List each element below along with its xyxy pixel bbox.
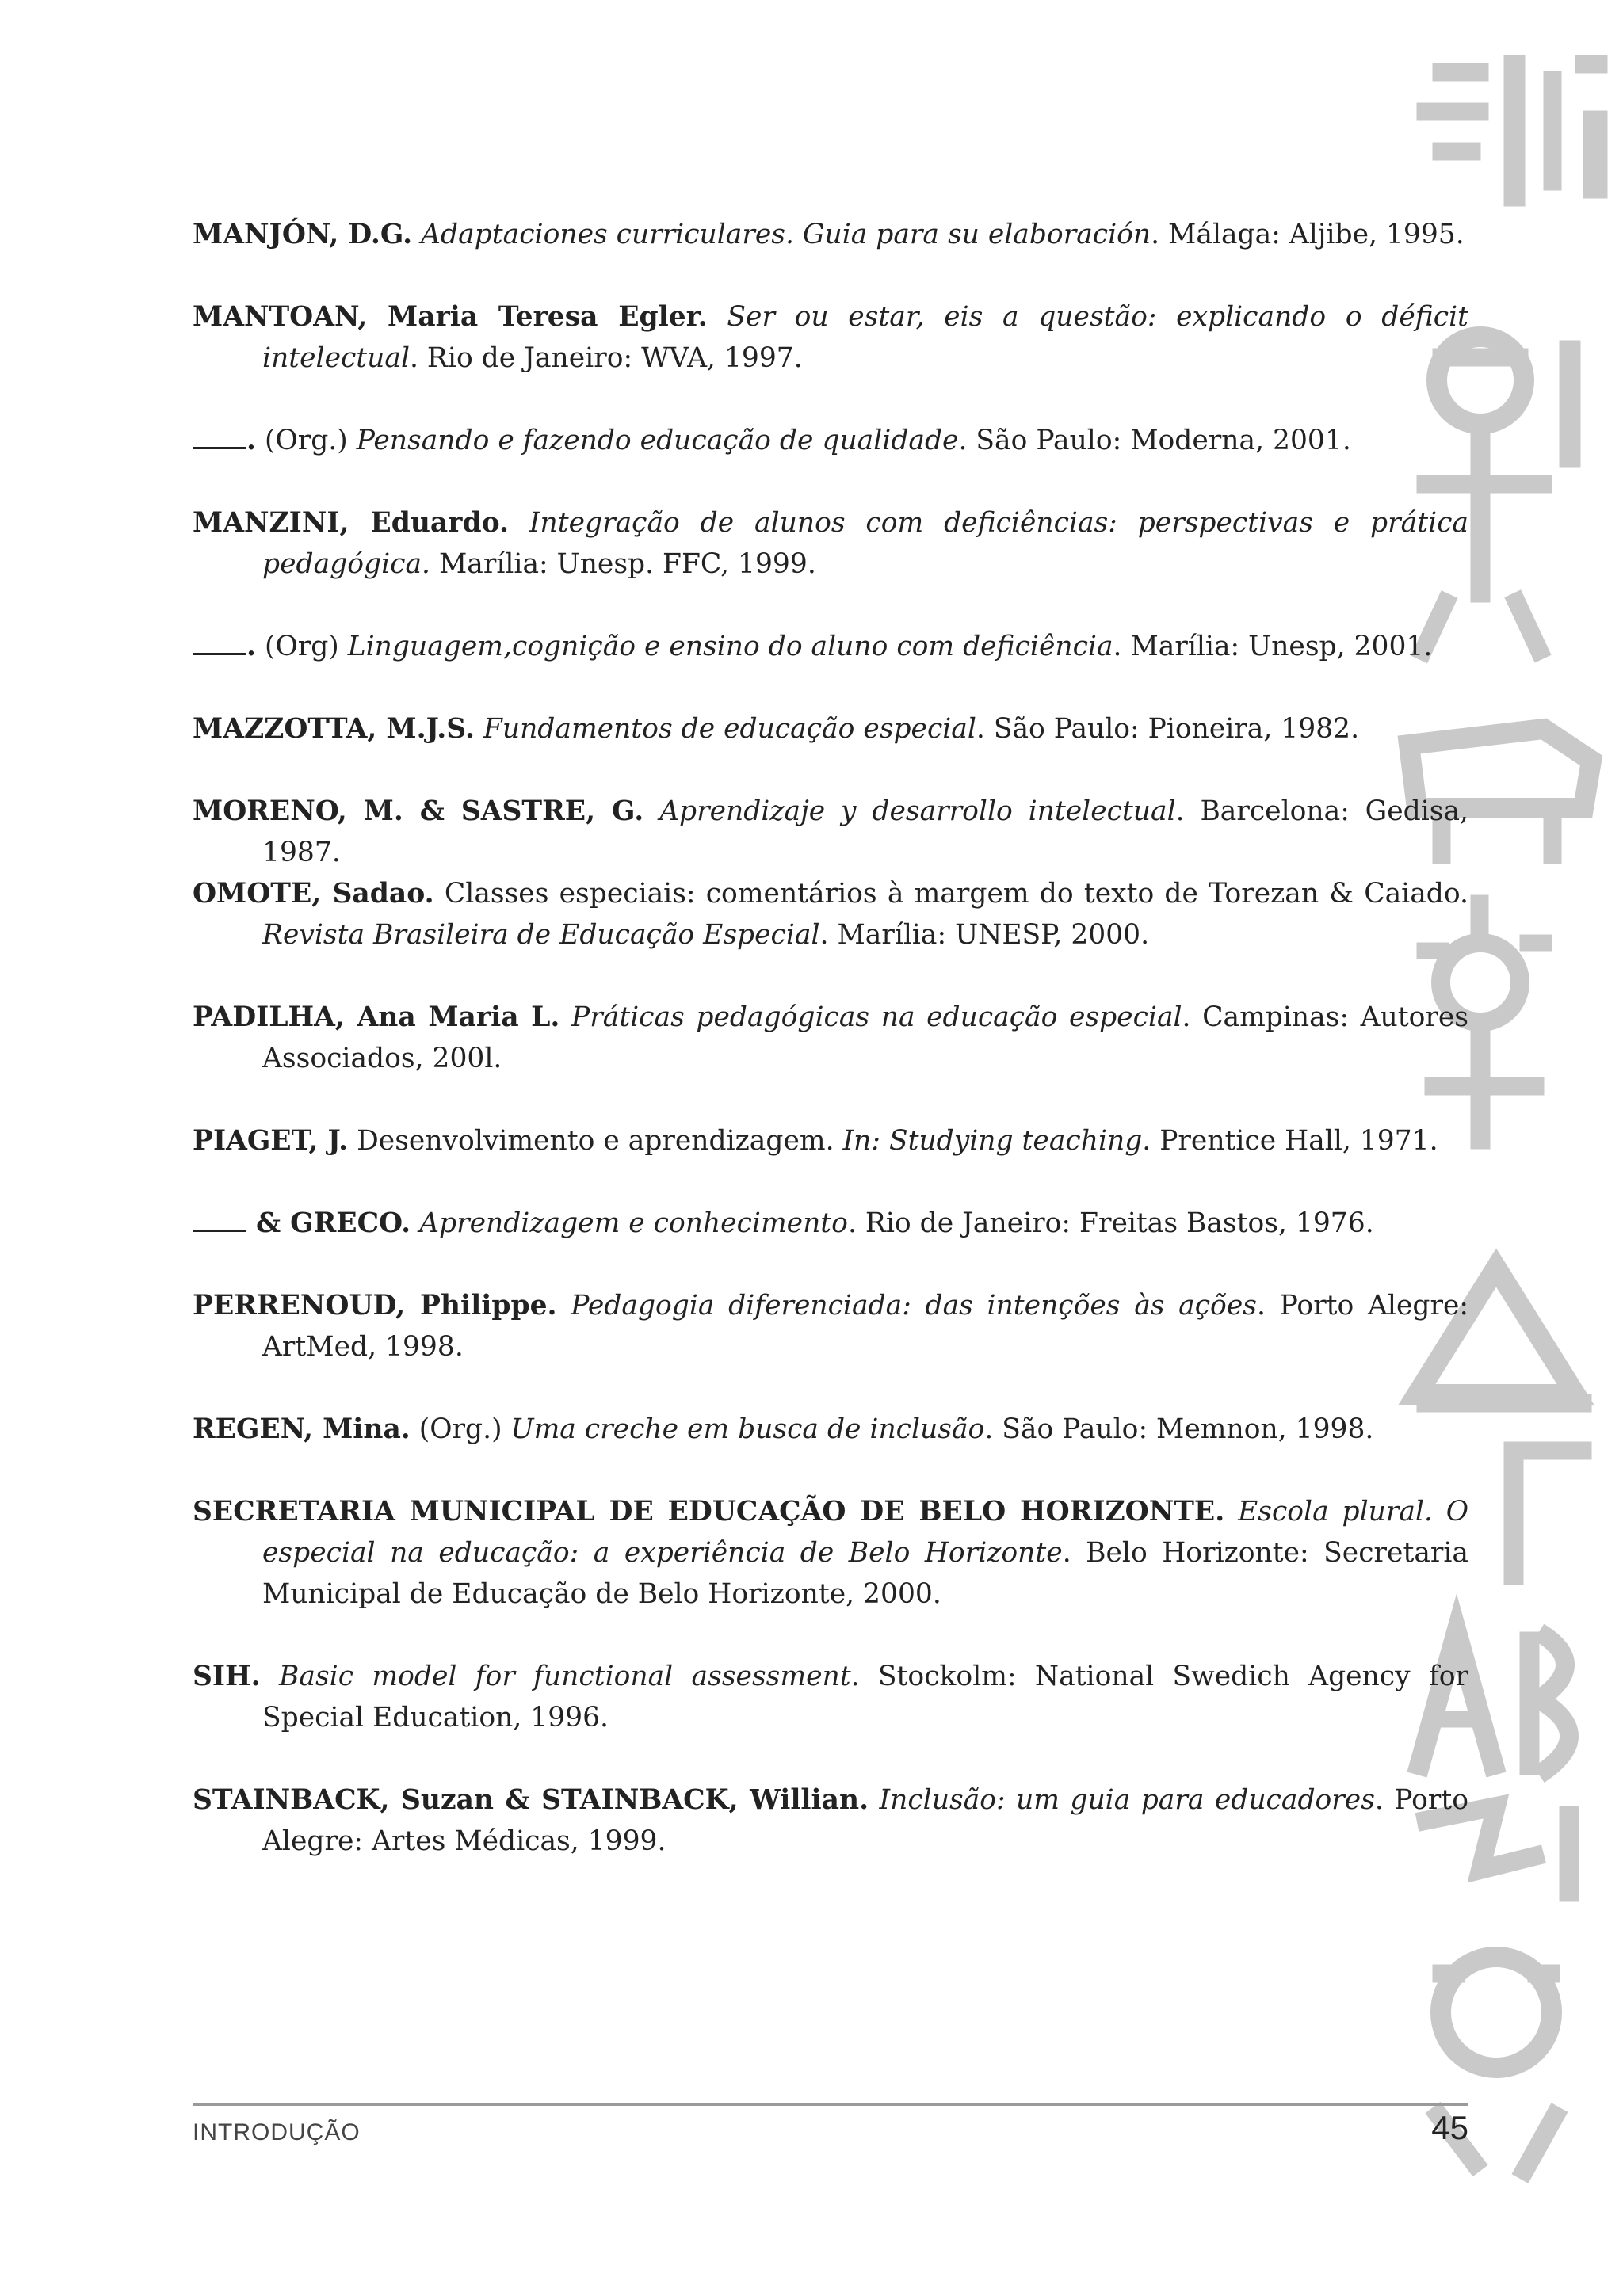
reference-publication: . Porto Alegre: Artes Médicas, 1999.: [262, 1784, 1469, 1857]
reference-title: Pedagogia diferenciada: das intenções às ações: [571, 1290, 1257, 1322]
footer-divider: [193, 2103, 1468, 2106]
reference-publication: . São Paulo: Memnon, 1998.: [984, 1413, 1374, 1445]
reference-author: SECRETARIA MUNICIPAL DE EDUCAÇÃO DE BELO HORIZONTE.: [193, 1496, 1225, 1527]
reference-publication: . Málaga: Aljibe, 1995.: [1151, 219, 1465, 250]
reference-prefix: Classes especiais: comentários à margem do texto de Torezan & Caiado.: [433, 878, 1468, 910]
reference-entry: [193, 1203, 1468, 1244]
reference-publication: Marília: Unesp. FFC, 1999.: [430, 548, 816, 580]
reference-publication: . São Paulo: Pioneira, 1982.: [976, 713, 1360, 745]
reference-publication: . Rio de Janeiro: WVA, 1997.: [410, 342, 803, 374]
reference-entry: [193, 420, 1468, 461]
reference-entry: [193, 626, 1468, 667]
reference-title: Basic model for functional assessment: [279, 1661, 851, 1692]
reference-publication: . Barcelona: Gedisa, 1987.: [262, 795, 1469, 868]
reference-author: STAINBACK, Suzan & STAINBACK, Willian.: [193, 1784, 869, 1816]
repeated-author-blank: [193, 1206, 246, 1232]
reference-title: Linguagem,cognição e ensino do aluno com deficiência: [347, 631, 1113, 662]
reference-entry: [193, 1491, 1468, 1615]
reference-entry: [193, 296, 1468, 379]
repeated-author-blank: [193, 423, 246, 449]
repeated-author-blank: [193, 629, 246, 655]
reference-title: Fundamentos de educação especial: [483, 713, 976, 745]
reference-author: & GRECO.: [246, 1207, 411, 1239]
reference-publication: . Rio de Janeiro: Freitas Bastos, 1976.: [847, 1207, 1374, 1239]
reference-author: MANZINI, Eduardo.: [193, 507, 509, 539]
reference-author: .: [246, 425, 257, 456]
reference-entry: [193, 502, 1468, 585]
reference-author: .: [246, 631, 257, 662]
reference-title: Integração de alunos com deficiências: perspectivas e prática pedagógica.: [262, 507, 1468, 580]
reference-prefix: (Org): [256, 631, 348, 662]
reference-entry: [193, 1779, 1468, 1862]
reference-author: PIAGET, J.: [193, 1125, 349, 1157]
reference-title: Pensando e fazendo educação de qualidade: [356, 425, 959, 456]
reference-entry: [193, 708, 1468, 749]
reference-title: Práticas pedagógicas na educação especial: [571, 1001, 1182, 1033]
reference-prefix: (Org.): [256, 425, 357, 456]
reference-author: REGEN, Mina.: [193, 1413, 411, 1445]
reference-publication: . Stockolm: National Swedich Agency for Special Education, 1996.: [262, 1661, 1468, 1733]
page-number: 45: [1431, 2109, 1468, 2146]
reference-entry: [193, 997, 1468, 1079]
reference-entry: [193, 791, 1468, 873]
reference-title: Ser ou estar, eis a questão: explicando o déficit intelectual: [262, 301, 1468, 374]
reference-publication: . Belo Horizonte: Secretaria Municipal de Educação de Belo Horizonte, 2000.: [262, 1537, 1468, 1610]
reference-author: SIH.: [193, 1661, 261, 1692]
reference-title: Aprendizagem e conhecimento: [419, 1207, 848, 1239]
reference-author: MAZZOTTA, M.J.S.: [193, 713, 475, 745]
reference-title: Escola plural. O especial na educação: a experiência de Belo Horizonte: [262, 1496, 1469, 1569]
reference-title: Inclusão: um guia para educadores: [879, 1784, 1375, 1816]
reference-prefix: (Org.): [410, 1413, 511, 1445]
footer-section-title: INTRODUÇÃO: [193, 2119, 361, 2145]
reference-author: OMOTE, Sadao.: [193, 878, 434, 910]
reference-author: PERRENOUD, Philippe.: [193, 1290, 557, 1322]
reference-entry: [193, 1285, 1468, 1367]
reference-publication: . São Paulo: Moderna, 2001.: [958, 425, 1351, 456]
reference-title: Adaptaciones curriculares. Guia para su elaboración: [421, 219, 1151, 250]
reference-entry: [193, 1120, 1468, 1161]
reference-prefix: Desenvolvimento e aprendizagem.: [348, 1125, 843, 1157]
reference-publication: . Campinas: Autores Associados, 200l.: [262, 1001, 1468, 1074]
reference-title: Revista Brasileira de Educação Especial: [262, 919, 820, 951]
reference-author: MORENO, M. & SASTRE, G.: [193, 795, 644, 827]
reference-entry: [193, 214, 1468, 255]
reference-publication: . Marília: Unesp, 2001.: [1113, 631, 1433, 662]
reference-author: MANTOAN, Maria Teresa Egler.: [193, 301, 708, 333]
reference-title: Uma creche em busca de inclusão: [510, 1413, 985, 1445]
reference-entry: [193, 1409, 1468, 1450]
reference-entry: [193, 1656, 1468, 1738]
reference-publication: . Prentice Hall, 1971.: [1142, 1125, 1438, 1157]
reference-author: MANJÓN, D.G.: [193, 219, 413, 250]
reference-entry: [193, 873, 1468, 955]
reference-publication: . Porto Alegre: ArtMed, 1998.: [262, 1290, 1468, 1363]
reference-title: In: Studying teaching: [842, 1125, 1143, 1157]
reference-publication: . Marília: UNESP, 2000.: [819, 919, 1150, 951]
reference-title: Aprendizaje y desarrollo intelectual: [659, 795, 1176, 827]
reference-author: PADILHA, Ana Maria L.: [193, 1001, 560, 1033]
